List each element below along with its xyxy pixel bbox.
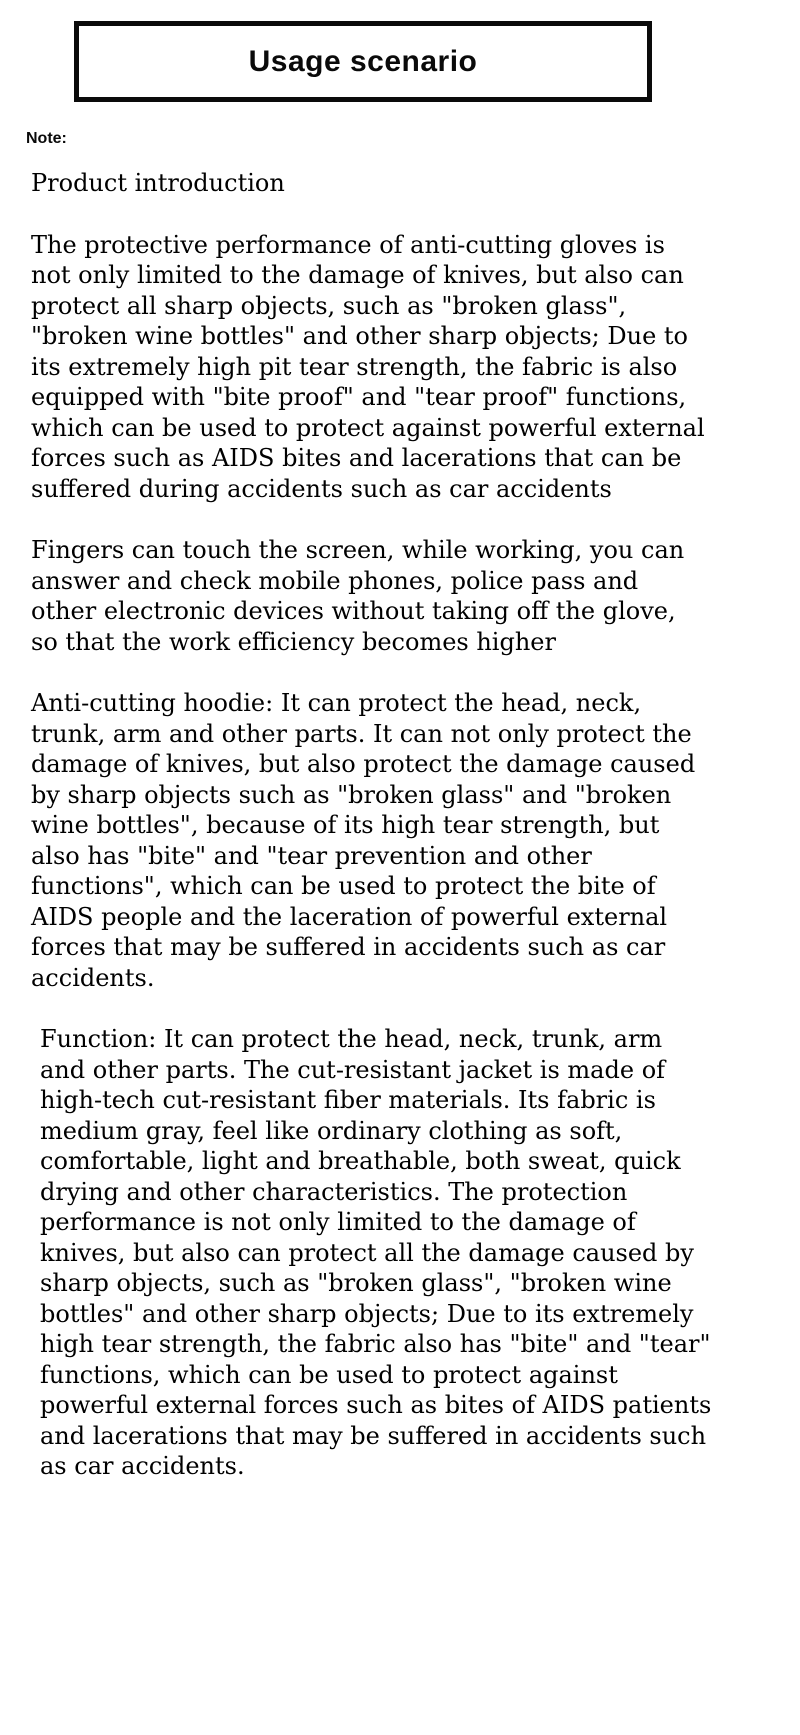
- paragraph-function: Function: It can protect the head, neck, trunk, arm and other parts. The cut-resistant jacket is made of high-tech cut-resistant fiber materials. Its fabric is medium gray, feel like ordinary clothing as soft, comfortable, light and breathable, both sweat, quick drying and other characteristics. The protection performance is not only limited to the damage of knives, but also can protect all the damage caused by sharp objects, such as "broken glass", "broken wine bottles" and other sharp objects; Due to its extremely high tear strength, the fabric also has "bite" and "tear" functions, which can be used to protect against powerful external forces such as bites of AIDS patients and lacerations that may be suffered in accidents such as car accidents.: [40, 1025, 712, 1480]
- product-description: [31, 168, 712, 1482]
- paragraph-touchscreen-fingers: Fingers can touch the screen, while working, you can answer and check mobile phones, police pass and other electronic devices without taking off the glove, so that the work efficiency becomes higher: [31, 536, 685, 656]
- page-title: Usage scenario: [248, 44, 478, 78]
- paragraph-gloves-protection: The protective performance of anti-cutting gloves is not only limited to the damage of knives, but also can protect all sharp objects, such as "broken glass", "broken wine bottles" and other sharp objects; Due to its extremely high pit tear strength, the fabric is also equipped with "bite proof" and "tear proof" functions, which can be used to protect against powerful external forces such as AIDS bites and lacerations that can be suffered during accidents such as car accidents: [31, 230, 705, 503]
- title-box: [74, 21, 652, 102]
- paragraph-anti-cutting-hoodie: Anti-cutting hoodie: It can protect the head, neck, trunk, arm and other parts. It can not only protect the damage of knives, but also protect the damage caused by sharp objects such as "broken glass" and "broken wine bottles", because of its high tear strength, but also has "bite" and "tear prevention and other functions", which can be used to protect the bite of AIDS people and the laceration of powerful external forces that may be suffered in accidents such as car accidents.: [31, 689, 696, 992]
- note-label: Note:: [26, 130, 67, 147]
- product-description-page: [0, 21, 800, 1482]
- intro-heading: Product introduction: [31, 169, 285, 197]
